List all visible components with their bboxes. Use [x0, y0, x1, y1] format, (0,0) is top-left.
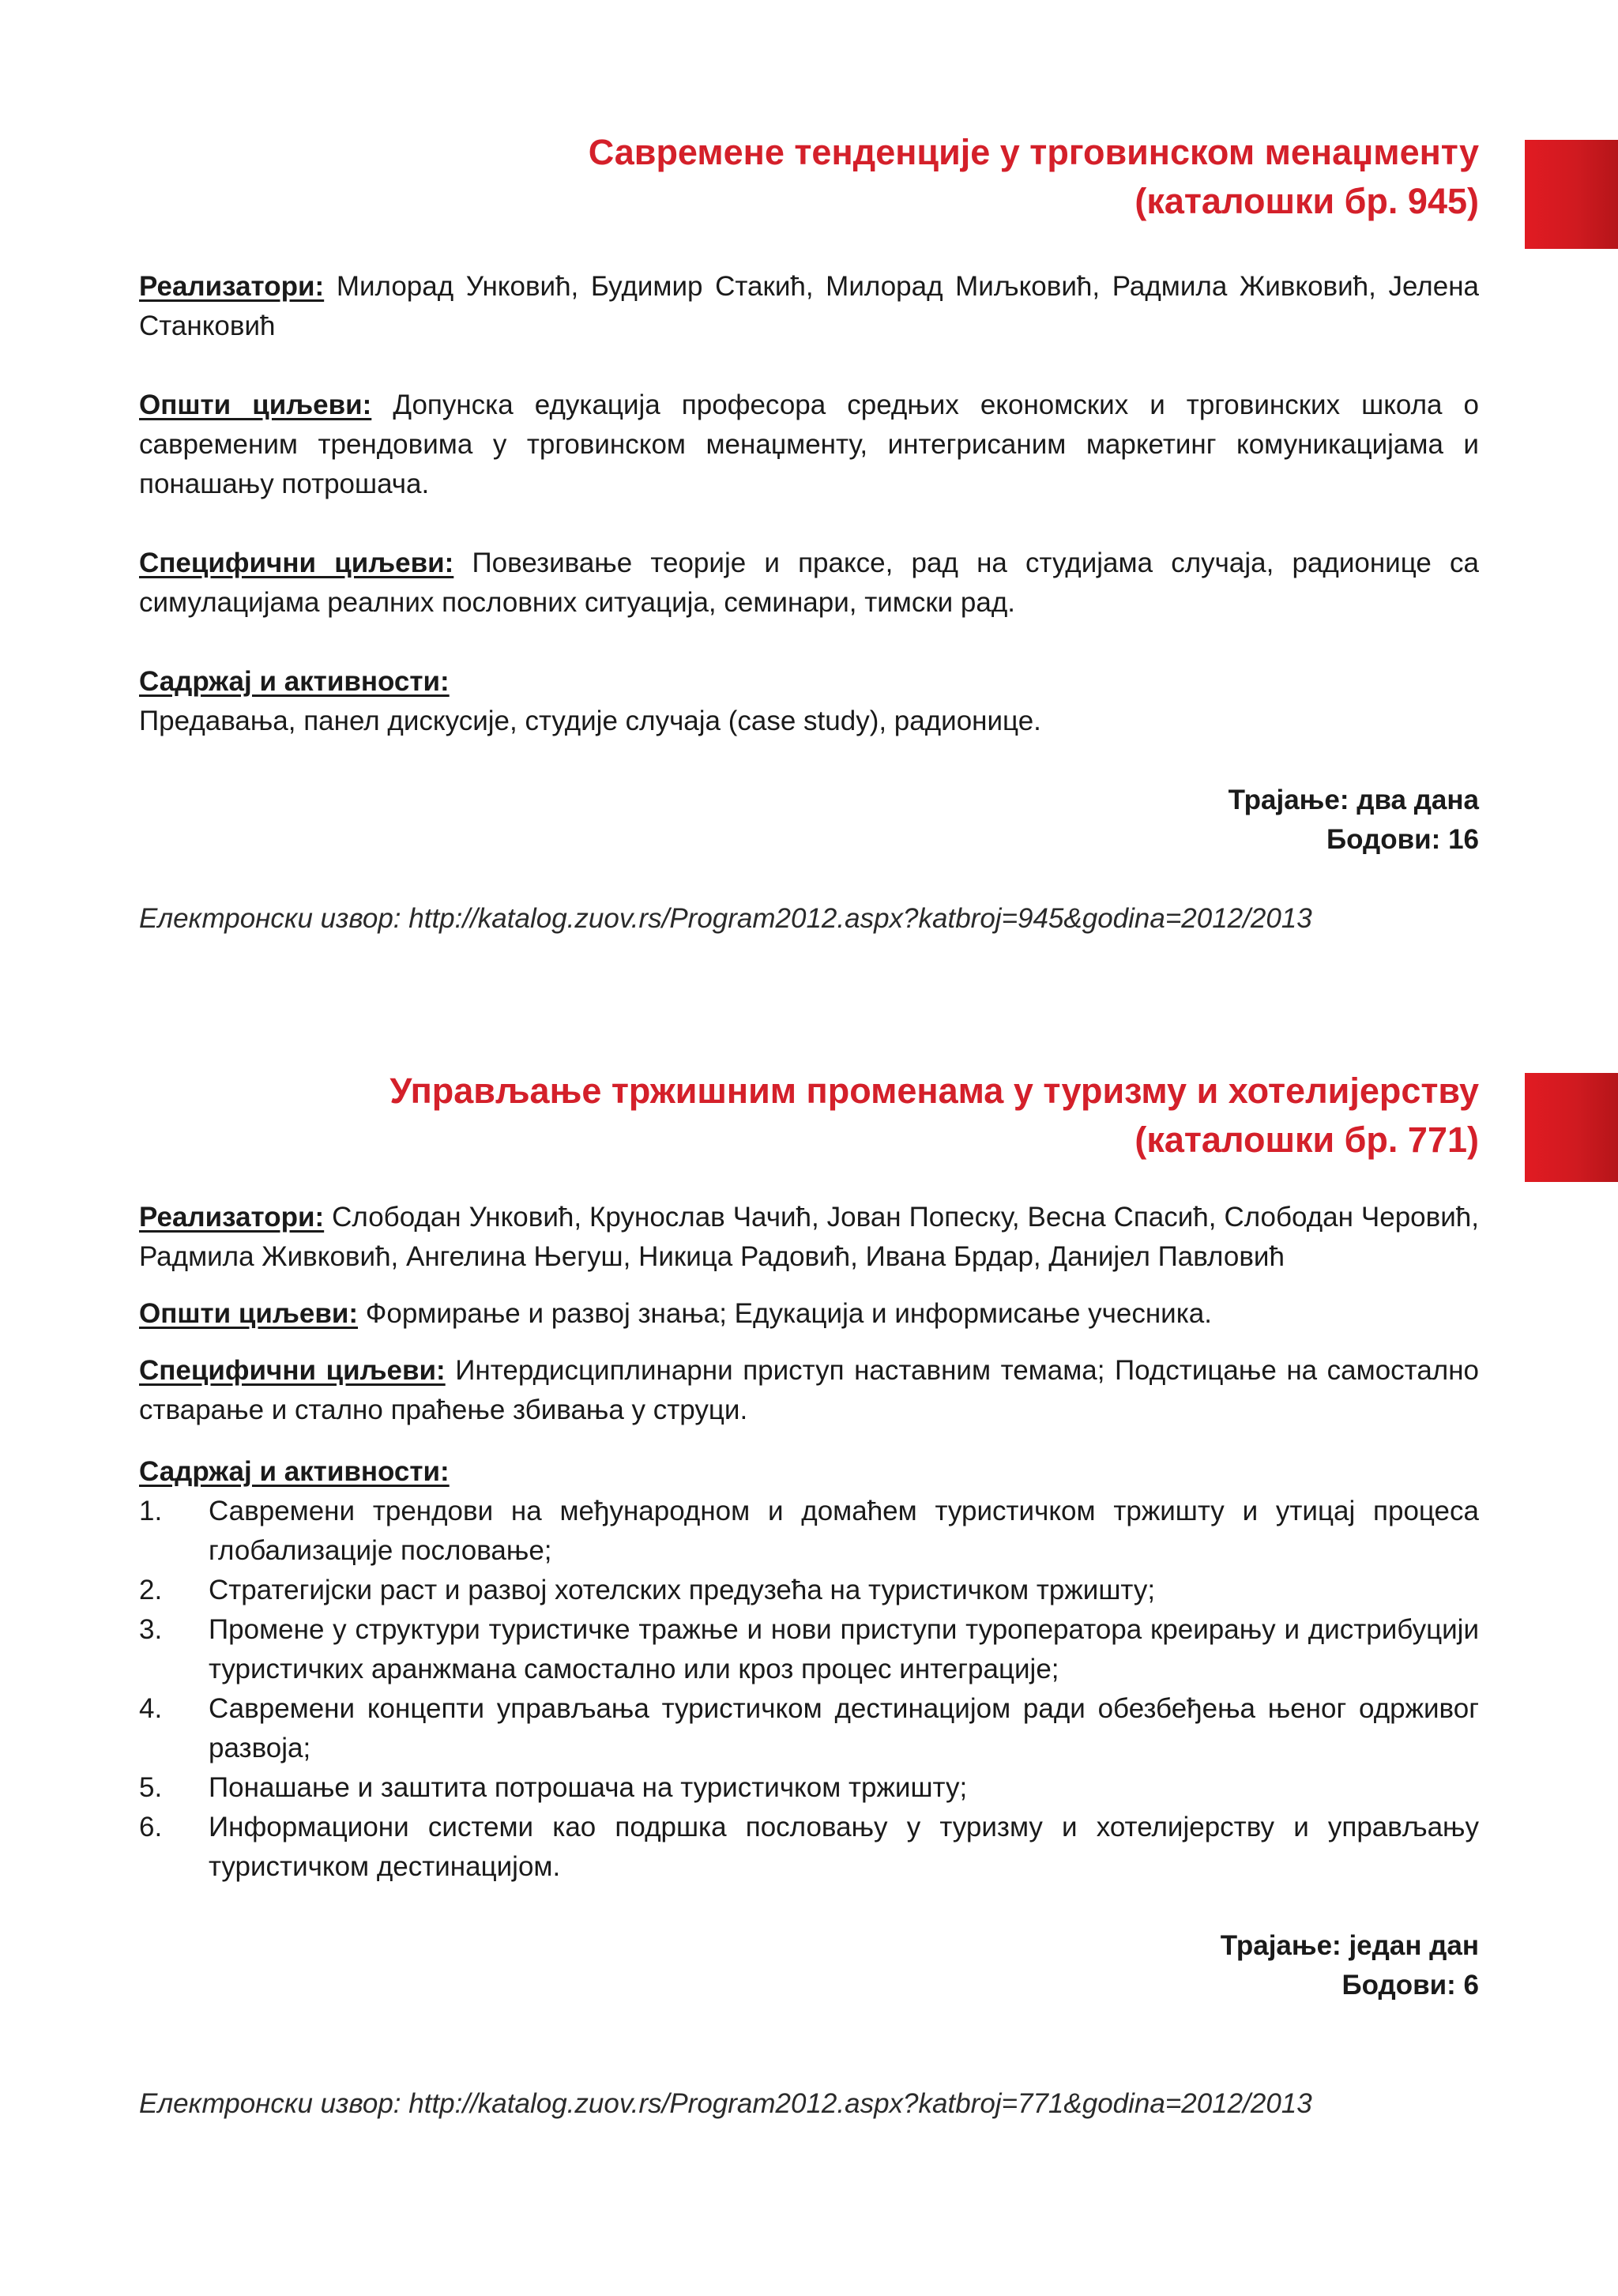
list-item: [139, 1689, 1479, 1768]
content-text: Предавања, панел дискусије, студије случаја (case study), радионице.: [139, 706, 1041, 736]
implementers: [139, 267, 1479, 346]
specific-goals: [139, 544, 1479, 623]
content-activities: [139, 662, 1479, 741]
general-goals-label: Општи циљеви:: [139, 1298, 359, 1329]
content-label: Садржај и активности:: [139, 666, 450, 697]
list-number: 3.: [139, 1614, 163, 1645]
program-section-771: [139, 1067, 1479, 2124]
list-number: 5.: [139, 1772, 163, 1803]
duration-points: [139, 781, 1479, 860]
general-goals-text: Формирање и развој знања; Едукација и информисање учесника.: [365, 1298, 1212, 1329]
program-title: [139, 1067, 1479, 1165]
points: Бодови: 6: [1341, 1970, 1479, 2001]
specific-goals-text: Повезивање теорије и праксе, рад на студијама случаја, радионице са симулацијама реалних пословних ситуација, семинари, тимски рад.: [139, 548, 1479, 618]
duration-points: [139, 1926, 1479, 2005]
specific-goals-label: Специфични циљеви:: [139, 1355, 446, 1386]
implementers-text: Милорад Унковић, Будимир Стакић, Милорад Миљковић, Радмила Живковић, Јелена Станковић: [139, 271, 1479, 341]
list-text: Информациони системи као подршка пословању у туризму и хотелијерству и управљању туристичком дестинацијом.: [209, 1812, 1479, 1882]
list-number: 1.: [139, 1496, 163, 1526]
list-text: Понашање и заштита потрошача на туристичком тржишту;: [209, 1772, 968, 1803]
general-goals: [139, 1294, 1479, 1334]
list-item: [139, 1808, 1479, 1887]
section-tab-marker: [1525, 1073, 1618, 1182]
implementers-label: Реализатори:: [139, 1202, 325, 1233]
catalog-number: (каталошки бр. 771): [1134, 1120, 1479, 1160]
list-number: 4.: [139, 1693, 163, 1724]
electronic-source: Електронски извор: http://katalog.zuov.rs/Program2012.aspx?katbroj=771&godina=2012/2013: [139, 2088, 1312, 2119]
duration: Трајање: један дан: [1220, 1930, 1479, 1961]
general-goals-text: Допунска едукација професора средњих економских и трговинских школа о савременим трендовима у трговинском менаџменту, интегрисаним маркетинг комуникацијама и понашању потрошача.: [139, 390, 1479, 499]
points: Бодови: 16: [1326, 824, 1479, 855]
specific-goals-label: Специфични циљеви:: [139, 548, 454, 578]
implementers-label: Реализатори:: [139, 271, 325, 302]
list-text: Стратегијски раст и развој хотелских предузећа на туристичком тржишту;: [209, 1575, 1156, 1605]
content-activities: [139, 1452, 1479, 1492]
electronic-source: Електронски извор: http://katalog.zuov.rs/Program2012.aspx?katbroj=945&godina=2012/2013: [139, 903, 1312, 934]
list-number: 2.: [139, 1575, 163, 1605]
list-text: Савремени трендови на међународном и домаћем туристичком тржишту и утицај процеса глобализације пословање;: [209, 1496, 1479, 1566]
list-item: [139, 1768, 1479, 1808]
section-tab-marker: [1525, 140, 1618, 249]
program-title: [139, 128, 1479, 226]
content-list: [139, 1492, 1479, 1887]
content-label: Садржај и активности:: [139, 1456, 450, 1487]
list-item: [139, 1610, 1479, 1689]
title-line: Савремене тенденције у трговинском менаџменту: [588, 132, 1479, 172]
general-goals: [139, 386, 1479, 504]
program-section-945: [139, 128, 1479, 939]
list-item: [139, 1571, 1479, 1610]
catalog-number: (каталошки бр. 945): [1134, 181, 1479, 221]
implementers-text: Слободан Унковић, Крунослав Чачић, Јован Попеску, Весна Спасић, Слободан Черовић, Радмила Живковић, Ангелина Његуш, Никица Радовић, Ивана Брдар, Данијел Павловић: [139, 1202, 1479, 1272]
duration: Трајање: два дана: [1228, 785, 1479, 815]
specific-goals-text: Интердисциплинарни приступ наставним темама; Подстицање на самостално стварање и стално праћење збивања у струци.: [139, 1355, 1479, 1425]
list-text: Савремени концепти управљања туристичком дестинацијом ради обезбеђења њеног одрживог развоја;: [209, 1693, 1479, 1763]
implementers: [139, 1198, 1479, 1277]
title-line: Управљање тржишним променама у туризму и хотелијерству: [389, 1071, 1479, 1111]
list-number: 6.: [139, 1812, 163, 1842]
specific-goals: [139, 1351, 1479, 1430]
list-text: Промене у структури туристичке тражње и нови приступи туроператора креирању и дистрибуцији туристичких аранжмана самостално или кроз процес интеграције;: [209, 1614, 1479, 1684]
general-goals-label: Општи циљеви:: [139, 390, 372, 420]
list-item: [139, 1492, 1479, 1571]
